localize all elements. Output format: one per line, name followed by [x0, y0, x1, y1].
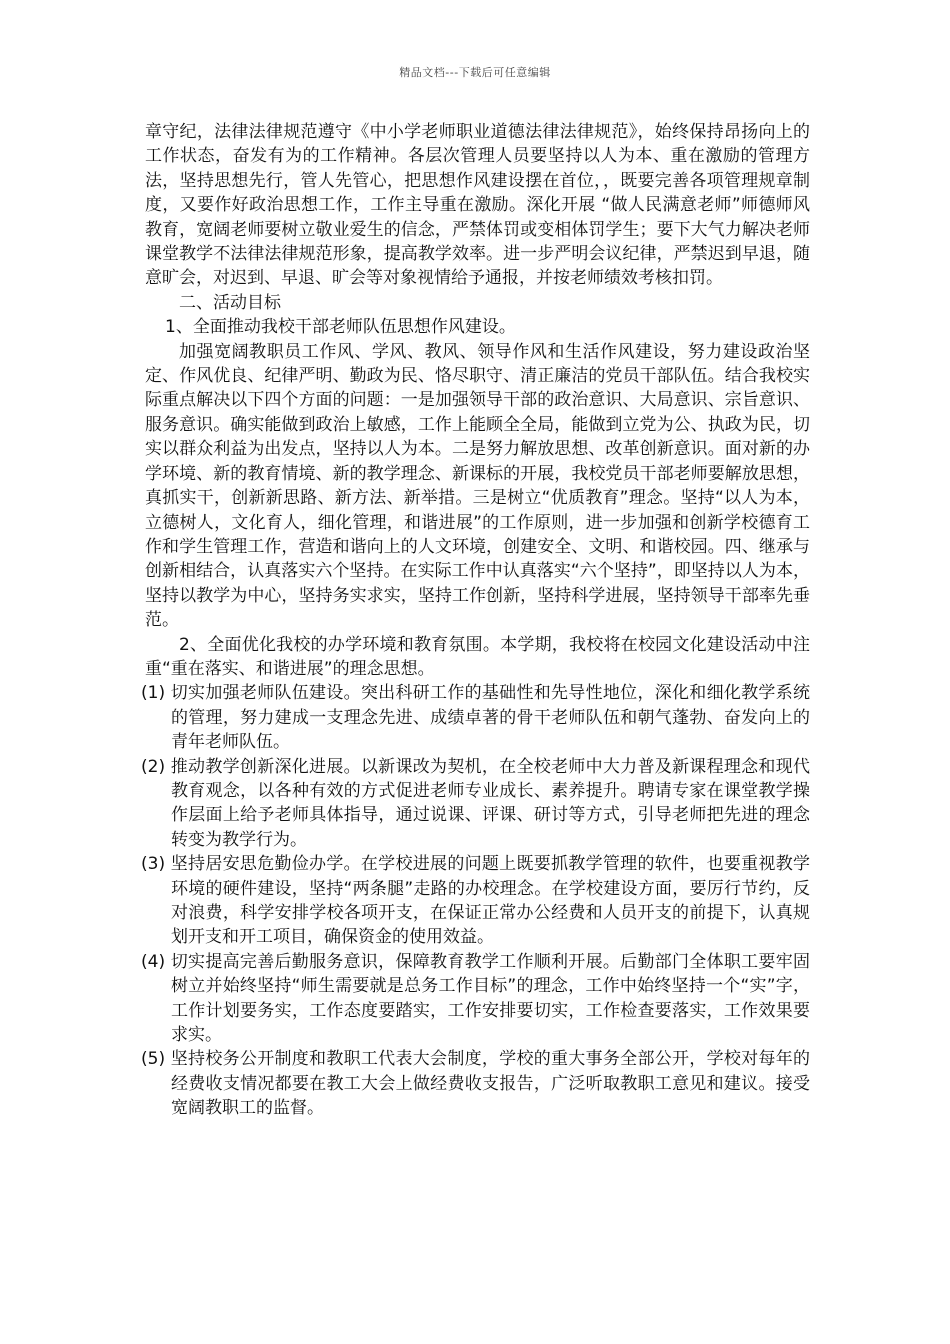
document-body [141, 120, 810, 1121]
page-header: 精品文档---下载后可任意编辑 [399, 66, 551, 79]
paragraph-discipline: 章守纪，法律法律规范遵守《中小学老师职业道德法律法律规范》，始终保持昂扬向上的工作状态，奋发有为的工作精神。各层次管理人员要坚持以人为本、重在激励的管理方法，坚持思想先行，管人先管心，把思想作风建设摆在首位，，既要完善各项管理规章制度，又要作好政治思想工作，工作主导重在激励。深化开展 “做人民满意老师”师德师风教育，宽阔老师要树立敬业爱生的信念，严禁体罚或变相体罚学生；要下大气力解决老师课堂教学不法律法律规范形象，提高教学效率。进一步严明会议纪律，严禁迟到早退，随意旷会，对迟到、早退、旷会等对象视情给予通报，并按老师绩效考核扣罚。 [145, 122, 810, 289]
list-item: (3) 坚持居安思危勤俭办学。在学校进展的问题上既要抓教学管理的软件，也要重视教学环境的硬件建设，坚持“两条腿”走路的办校理念。在学校建设方面，要厉行节约，反对浪费，科学安排学校各项开支，在保证正常办公经费和人员开支的前提下，认真规划开支和开工项目，确保资金的使用效益。 [141, 854, 810, 948]
list-item: (1) 切实加强老师队伍建设。突出科研工作的基础性和先导性地位，深化和细化教学系统的管理，努力建成一支理念先进、成绩卓著的骨干老师队伍和朝气蓬勃、奋发向上的青年老师队伍。 [141, 683, 810, 753]
list-item: (4) 切实提高完善后勤服务意识，保障教育教学工作顺利开展。后勤部门全体职工要牢固树立并始终坚持“师生需要就是总务工作目标”的理念，工作中始终坚持一个“实”字，工作计划要务实，工作态度要踏实，工作安排要切实，工作检查要落实，工作效果要求实。 [141, 951, 810, 1046]
list-item: (5) 坚持校务公开制度和教职工代表大会制度，学校的重大事务全部公开，学校对每年的经费收支情况都要在教工大会上做经费收支报告，广泛听取教职工意见和建议。接受宽阔教职工的监督。 [141, 1049, 810, 1119]
goal-2-heading: 2、全面优化我校的办学环境和教育氛围。本学期，我校将在校园文化建设活动中注重“重在落实、和谐进展”的理念思想。 [145, 634, 810, 679]
section-heading: 二、活动目标 [179, 292, 281, 313]
paragraph-work-style: 加强宽阔教职员工作风、学风、教风、领导作风和生活作风建设，努力建设政治坚定、作风优良、纪律严明、勤政为民、恪尽职守、清正廉洁的党员干部队伍。结合我校实际重点解决以下四个方面的问题：一是加强领导干部的政治意识、大局意识、宗旨意识、服务意识。确实能做到政治上敏感，工作上能顾全全局，能做到立党为公、执政为民，切实以群众利益为出发点，坚持以人为本。二是努力解放思想、改革创新意识。面对新的办学环境、新的教育情境、新的教学理念、新课标的开展，我校党员干部老师要解放思想，真抓实干，创新新思路、新方法、新举措。三是树立“优质教育”理念。坚持“以人为本，立德树人，文化育人，细化管理，和谐进展”的工作原则，进一步加强和创新学校德育工作和学生管理工作，营造和谐向上的人文环境，创建安全、文明、和谐校园。四、继承与创新相结合，认真落实六个坚持。在实际工作中认真落实“六个坚持”，即坚持以人为本，坚持以教学为中心，坚持务实求实，坚持工作创新，坚持科学进展，坚持领导干部率先垂范。 [145, 341, 810, 631]
list-item: (2) 推动教学创新深化进展。以新课改为契机，在全校老师中大力普及新课程理念和现代教育观念，以各种有效的方式促进老师专业成长、素养提升。聘请专家在课堂教学操作层面上给予老师具体指导，通过说课、评课、研讨等方式，引导老师把先进的理念转变为教学行为。 [141, 756, 810, 850]
goal-1-heading: 1、全面推动我校干部老师队伍思想作风建设。 [165, 317, 516, 338]
